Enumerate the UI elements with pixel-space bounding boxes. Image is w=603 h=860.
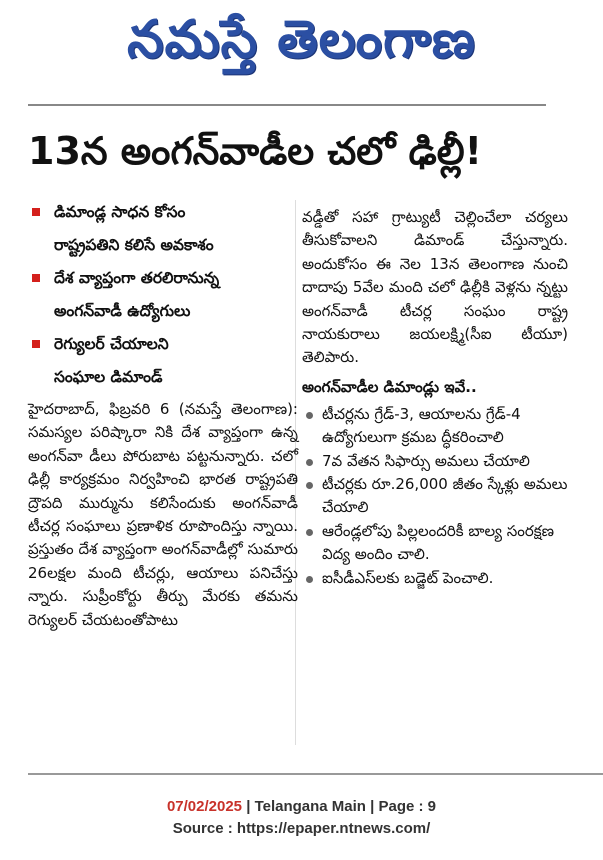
round-bullet-icon: [306, 459, 313, 466]
highlight-line: దేశ వ్యాప్తంగా తరలిరానున్న: [54, 269, 220, 287]
round-bullet-icon: [306, 412, 313, 419]
article-body-left: హైదరాబాద్, ఫిబ్రవరి 6 (నమస్తే తెలంగాణ): సమస్యల పరిష్కారా నికి దేశ వ్యాప్తంగా ఉన్న అంగన్‌వా డీలు పోరుబాట పట్టనున్నారు. చలో ఢిల్లీ కార్యక్రమం నిర్వహించి భారత రాష్ట్రపతి ద్రౌపది ముర్మును కలిసేందుకు అంగన్‌వాడీ టీచర్ల సంఘాలు ప్రణాళిక రూపొందిస్తు న్నాయి. ప్రస్తుతం దేశ వ్యాప్తంగా అంగన్‌వాడీల్లో సుమారు 26లక్షల మంది టీచర్లు, ఆయాలు పనిచేస్తు న్నారు. సుప్రీంకోర్టు తీర్పు మేరకు తమను రెగ్యులర్ చేయటంతోపాటు: [28, 400, 298, 629]
page-footer: [0, 796, 603, 840]
round-bullet-icon: [306, 576, 313, 583]
demand-text: 7వ వేతన సిఫార్సు అమలు చేయాలి: [322, 451, 530, 470]
top-divider: [28, 104, 546, 106]
demand-item: [302, 473, 568, 520]
masthead-logo: [0, 6, 603, 86]
demand-text: ఐసీడీఎస్‌లకు బడ్జెట్ పెంచాలి.: [322, 568, 494, 587]
demand-text: ఆరేండ్లలోపు పిల్లలందరికీ బాల్య సంరక్షణ విద్య అందిం చాలి.: [322, 521, 554, 564]
article-left-column: [28, 196, 298, 632]
article-body-right: వడ్డీతో సహా గ్రాట్యుటీ చెల్లించేలా చర్యలు తీసుకోవాలని డిమాండ్ చేస్తున్నారు. అందుకోసం ఈ నెల 13న తెలంగాణ నుంచి దాదాపు 5వేల మంది చలో ఢిల్లీకి వెళ్లను న్నట్టు అంగన్‌వాడీ టీచర్ల సంఘం రాష్ట్ర నాయకురాలు జయలక్ష్మి(సీఐ టీయూ) తెలిపారు.: [302, 208, 568, 367]
demand-item: [302, 403, 568, 450]
article-headline: 13న అంగన్‌వాడీల చలో ఢిల్లీ!: [28, 129, 482, 173]
square-bullet-icon: [32, 340, 40, 348]
square-bullet-icon: [32, 274, 40, 282]
highlight-item: [28, 196, 298, 262]
highlight-line: సంఘాల డిమాండ్: [54, 368, 163, 386]
edition-meta: | Telangana Main | Page : 9: [242, 798, 437, 815]
edition-info: [0, 796, 603, 818]
edition-date: 07/02/2025: [166, 798, 243, 815]
highlight-line: డిమాండ్ల సాధన కోసం: [54, 203, 186, 221]
demand-item: [302, 450, 568, 473]
highlight-line: రాష్ట్రపతిని కలిసే అవకాశం: [54, 236, 214, 254]
article-right-column: [302, 206, 568, 590]
demand-item: [302, 567, 568, 590]
demand-item: [302, 520, 568, 567]
demands-list: [302, 403, 568, 590]
highlight-item: [28, 262, 298, 328]
highlight-item: [28, 328, 298, 394]
masthead-title: నమస్తే తెలంగాణ: [127, 9, 476, 70]
demand-text: టీచర్లకు రూ.26,000 జీతం స్కేళ్లు అమలు చేయాలి: [322, 475, 568, 517]
round-bullet-icon: [306, 529, 313, 536]
highlight-line: రెగ్యులర్ చేయాలని: [54, 335, 169, 353]
demands-heading: అంగన్‌వాడీల డిమాండ్లు ఇవే..: [302, 377, 477, 396]
bottom-divider: [28, 773, 603, 775]
source-link[interactable]: Source : https://epaper.ntnews.com/: [172, 820, 431, 837]
highlights-list: [28, 196, 298, 394]
demand-text: టీచర్లను గ్రేడ్-3, ఆయాలను గ్రేడ్-4 ఉద్యోగులుగా క్రమబ ద్ధీకరించాలి: [322, 404, 521, 447]
square-bullet-icon: [32, 208, 40, 216]
highlight-line: అంగన్‌వాడీ ఉద్యోగులు: [54, 302, 191, 320]
round-bullet-icon: [306, 482, 313, 489]
